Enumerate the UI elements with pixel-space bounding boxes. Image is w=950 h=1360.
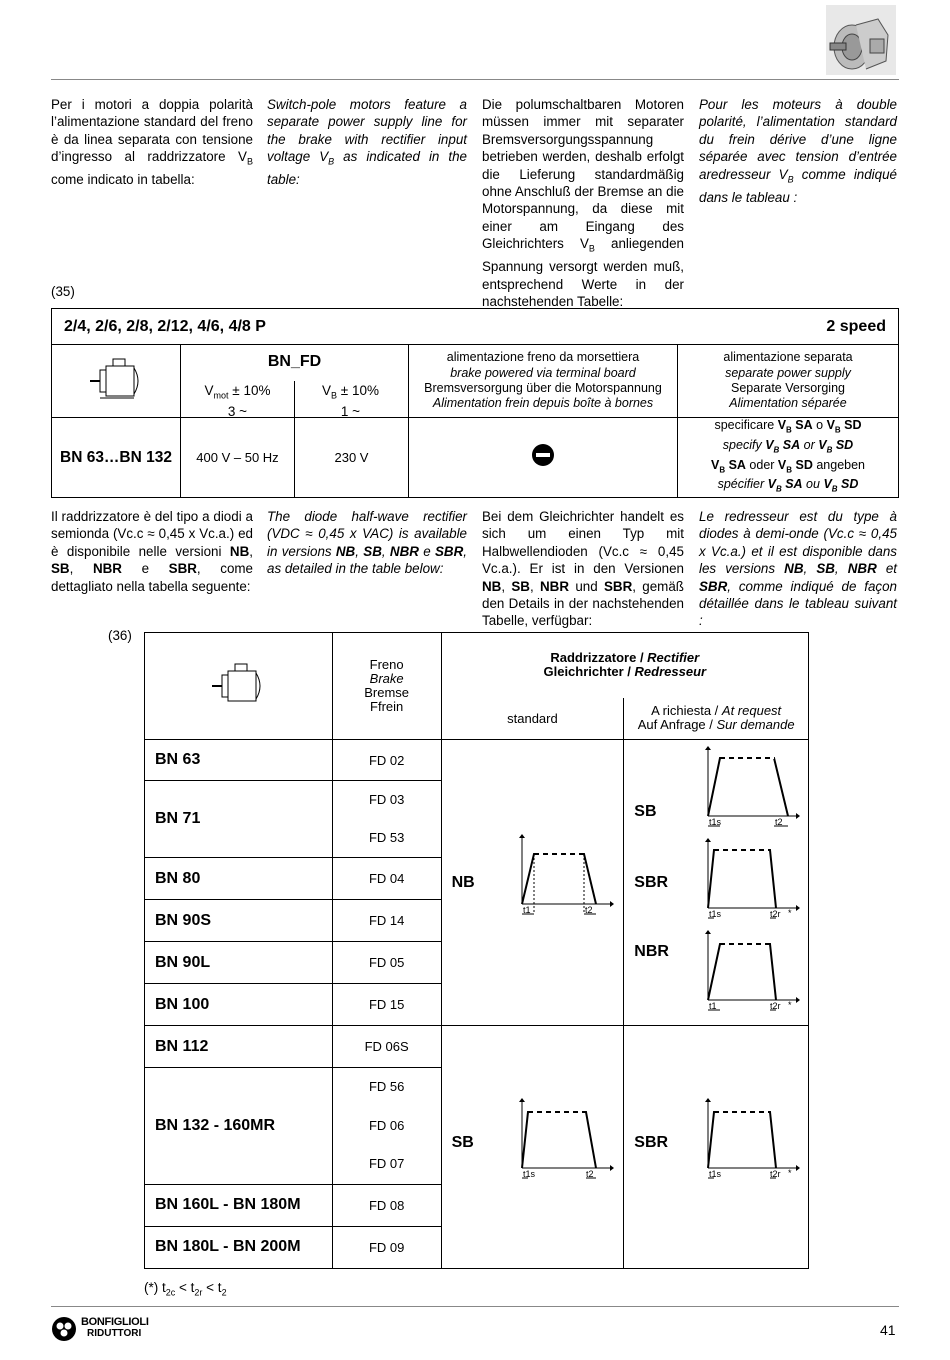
svg-text:t2r: t2r [770, 1001, 781, 1011]
waveform-icon [514, 1098, 614, 1184]
waveform-icon [514, 834, 614, 924]
vb-head: $V_B \pm 10\%$ 1 ~ [322, 383, 379, 419]
table-row: BN 63 [145, 740, 333, 781]
rectifier-head: Raddrizzatore / Rectifier Gleichrichter / Redresseur [441, 633, 808, 698]
svg-text:t2: t2 [584, 905, 593, 915]
group2-standard: SB t1s t2 [441, 1026, 624, 1269]
svg-text:t2: t2 [585, 1169, 594, 1179]
brake-cell: FD 04 [332, 858, 441, 900]
vmot-head: $V_{mot} \pm 10\%$ 3 ~ [204, 383, 271, 419]
group1-request: SB SBR NBR t1s t2 t1s t2r * t1 t2r * [624, 740, 809, 1026]
not-available-icon [531, 443, 555, 467]
poles: 2/4, 2/6, 2/8, 2/12, 4/6, 4/8 P [64, 318, 266, 335]
svg-text:t2: t2 [775, 817, 783, 827]
svg-text:t1s: t1s [522, 1169, 535, 1179]
table-row: BN 100 [145, 984, 333, 1026]
group1-standard: NB t1 t2 [441, 740, 624, 1026]
row-terminal [409, 418, 678, 498]
waveform-icon [700, 1098, 800, 1184]
motor-icon [826, 5, 896, 75]
brake-cell: FD 08 [332, 1184, 441, 1226]
table-row: BN 160L - BN 180M [145, 1184, 333, 1226]
table-row: BN 71 [145, 781, 333, 858]
brake-cell: FD 03 FD 53 [332, 781, 441, 858]
table-row: BN 90S [145, 900, 333, 942]
standard-head: standard [441, 698, 624, 740]
intro-en: Switch-pole motors feature a separate power supply line for the brake with rectifier input voltage $V_B$ as indicated in the table: [267, 97, 467, 188]
motor-icon [86, 356, 146, 402]
brake-cell: FD 14 [332, 900, 441, 942]
brake-cell: FD 56 FD 06 FD 07 [332, 1068, 441, 1185]
svg-text:t1s: t1s [709, 817, 722, 827]
svg-text:t1s: t1s [709, 1169, 722, 1179]
brake-type: BN_FD [267, 353, 322, 370]
svg-text:t1s: t1s [709, 909, 722, 919]
terminal-board-head: alimentazione freno da morsettiera brake powered via terminal board Bremsversorgung über die Motorspannung Alimentation frein depuis boîte à bornes [409, 345, 678, 418]
rect-en: The diode half-wave rectifier (VDC ≈ 0,45 x VAC) is available in versions NB, SB, NBR e SBR, as detailed in the table below: [267, 509, 467, 577]
table-row: BN 132 - 160MR [145, 1068, 333, 1185]
brake-cell: FD 09 [332, 1226, 441, 1268]
brake-cell: FD 02 [332, 740, 441, 781]
brake-cell: FD 05 [332, 942, 441, 984]
waveform-icon [700, 930, 800, 1016]
brake-head: Freno Brake Bremse Ffrein [332, 633, 441, 740]
brake-cell: FD 15 [332, 984, 441, 1026]
table-row: BN 80 [145, 858, 333, 900]
request-head: A richiesta / At request Auf Anfrage / Sur demande [624, 698, 809, 740]
group2-request: SBR t1s t2r * [624, 1026, 809, 1269]
speed: 2 speed [826, 318, 886, 335]
motor-icon [208, 661, 268, 707]
table-row: BN 180L - BN 200M [145, 1226, 333, 1268]
waveform-icon [700, 838, 800, 924]
row-model: BN 63…BN 132 [52, 418, 181, 498]
waveform-icon [700, 746, 800, 832]
svg-text:t2r: t2r [770, 909, 781, 919]
svg-text:*: * [788, 1168, 792, 1178]
intro-de: Die polumschaltbaren Motoren müssen immer mit separater Bremsversorgungsspannung betrieben werden, deshalb erfolgt die Lieferung standardmäßig ohne Anschluß der Bremse an die Motorspannung, da diese mit einer am Eingang des Gleichrichters $V_B$ anliegenden Spannung versorgt werden muß, entsprechend Werte in der nachstehenden Tabelle: [482, 97, 684, 310]
table-row: BN 112 [145, 1026, 333, 1068]
brake-cell: FD 06S [332, 1026, 441, 1068]
brand-logo: BONFIGLIOLI RIDUTTORI [51, 1316, 171, 1342]
table-36 [144, 632, 809, 1269]
table-35 [51, 308, 899, 498]
footnote: (*) $t_{2c} < t_{2r} < t_2$ [144, 1280, 227, 1298]
intro-it: Per i motori a doppia polarità l’alimentazione standard del freno è da linea separata con tensione d’ingresso al raddrizzatore $V_B$ come indicato in tabella: [51, 97, 253, 188]
svg-text:t1: t1 [709, 1001, 717, 1011]
rect-fr: Le redresseur est du type à diodes à demi-onde (Vc.c ≈ 0,45 x Vc.a.) et il est disponible dans les versions NB, SB, NBR et SBR, comme indiqué de façon détaillée dans le tableau suivant : [699, 509, 898, 629]
row-vmot: 400 V – 50 Hz [181, 418, 295, 498]
page-number: 41 [880, 1322, 896, 1338]
svg-text:*: * [788, 1000, 792, 1010]
motor-cell [52, 345, 181, 418]
table-row: BN 90L [145, 942, 333, 984]
svg-text:t1: t1 [522, 905, 531, 915]
row-vb: 230 V [295, 418, 409, 498]
rect-it: Il raddrizzatore è del tipo a diodi a semionda (Vc.c ≈ 0,45 x Vc.a.) ed è disponibile nelle versioni NB, SB, NBR e SBR, come dettagliato nella tabella seguente: [51, 509, 253, 594]
row-separate: specificare $V_B$ SA o $V_B$ SD specify $V_B$ SA or $V_B$ SD $V_B$ SA oder $V_B$ SD angeben spécifier $V_B$ SA ou $V_B$ SD [678, 418, 899, 498]
table-label-36: (36) [108, 628, 132, 643]
separate-supply-head: alimentazione separata separate power supply Separate Versorging Alimentation séparée [678, 345, 899, 418]
rect-de: Bei dem Gleichrichter handelt es sich um einen Typ mit Halbwellendioden (Vc.c ≈ 0,45 Vc.a.). Er ist in den Versionen NB, SB, NBR und SBR, gemäß den Details in der nachstehenden Tabelle, verfügbar: [482, 509, 684, 629]
svg-text:*: * [788, 908, 792, 918]
intro-fr: Pour les moteurs à double polarité, l’alimentation standard du frein dérive d’une ligne séparée avec tension d’entrée aredresseur $V_B$ comme indiqué dans le tableau : [699, 97, 897, 205]
table-label: (35) [51, 284, 75, 299]
svg-text:t2r: t2r [770, 1169, 781, 1179]
